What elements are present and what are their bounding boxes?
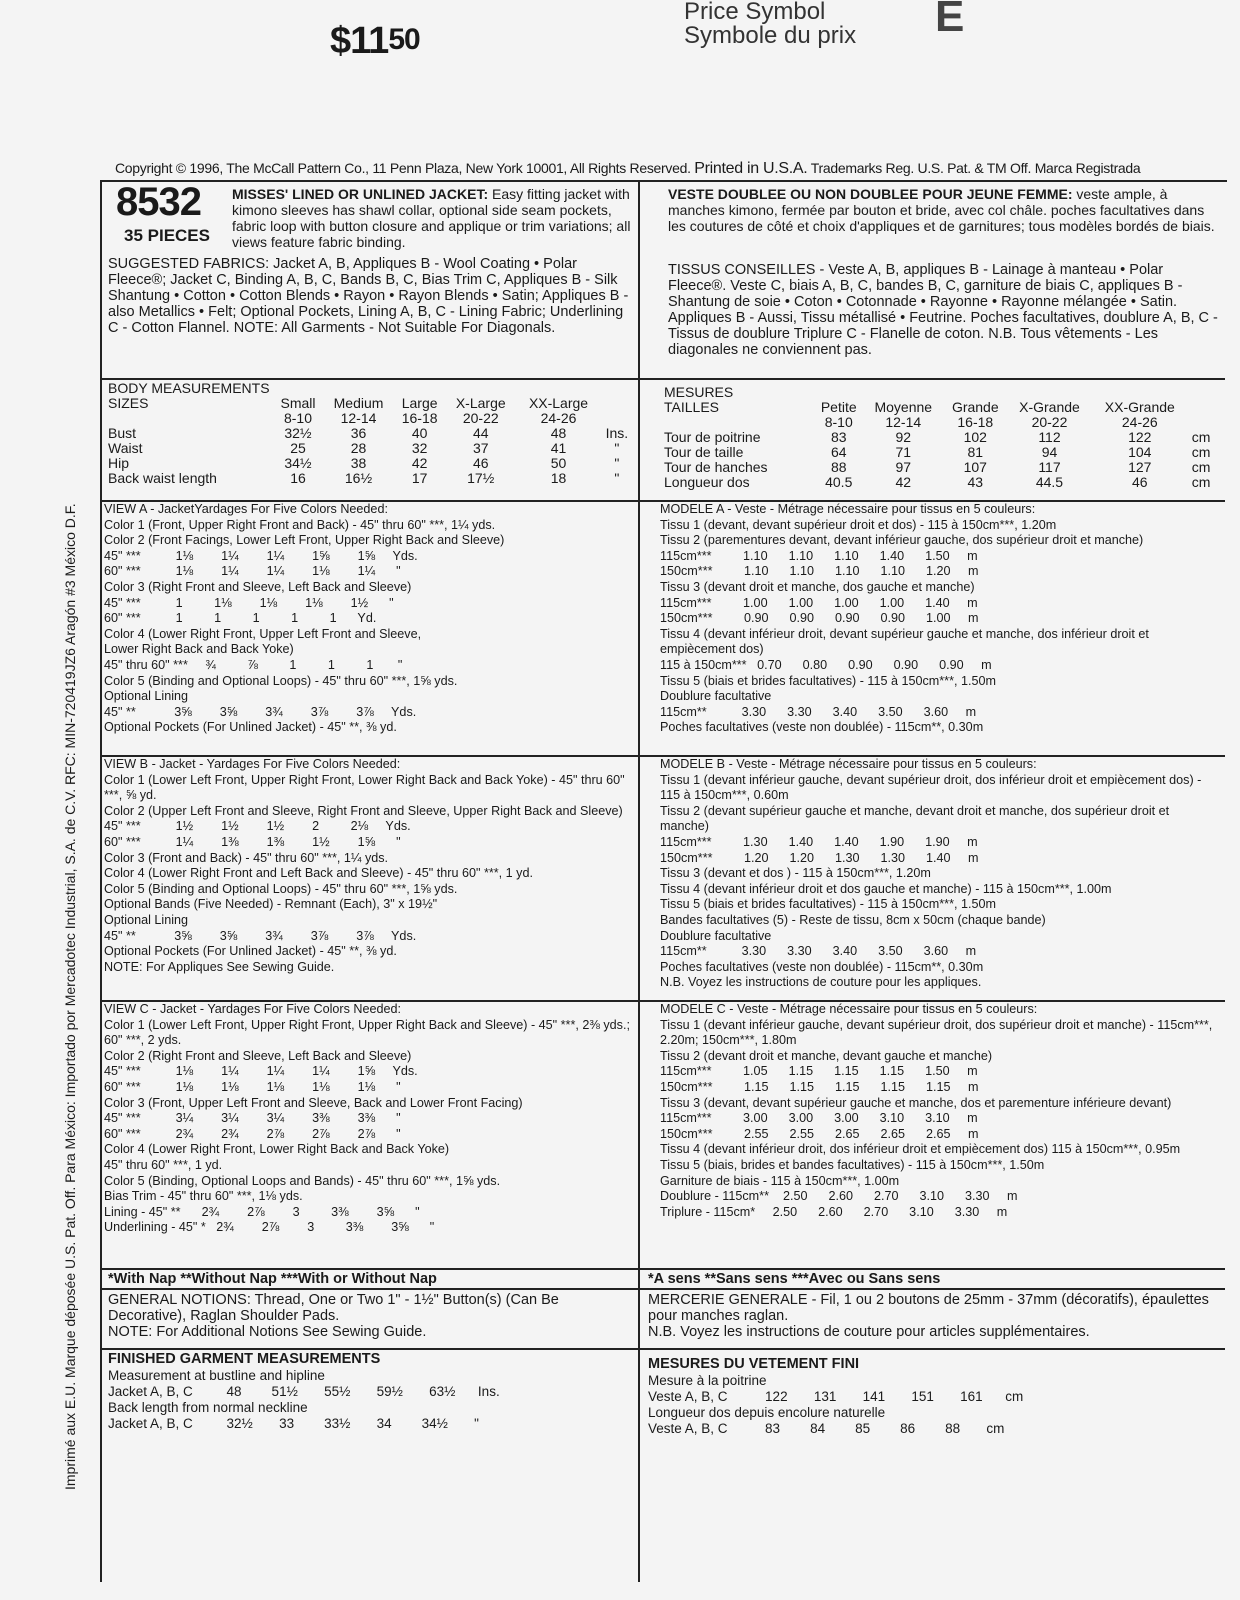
trademarks: Trademarks Reg. U.S. Pat. & TM Off. Marca Registrada xyxy=(810,160,1141,176)
table-row xyxy=(108,471,633,486)
cell: 17 xyxy=(411,470,428,486)
fr-finished-title: MESURES DU VETEMENT FINI xyxy=(648,1356,860,1372)
cell: 32 xyxy=(411,440,428,456)
cell: 102 xyxy=(963,429,987,445)
cell: 41 xyxy=(550,440,567,456)
cell: 48 xyxy=(550,425,567,441)
fr-model-a: MODELE A - Veste - Métrage nécessaire pour tissus en 5 couleurs: Tissu 1 (devant, devant supérieur droit et dos) - 115 à 150cm***, 1.20m Tissu 2 (parementures devant, devant inférieur gauche, dos supérieur droit et manche) 115cm*** 1.10 1.10 1.10 1.40 1.50 m 150cm*** 1.10 1.10 1.10 1.10 1.20 m Tissu 3 (devant droit et manche, dos gauche et manche) 115cm*** 1.00 1.00 1.00 1.00 1.40 m 150cm*** 0.90 0.90 0.90 0.90 1.00 m Tissu 4 (devant inférieur droit, devant supérieur gauche et manche, dos inférieur droit et empiècement dos) 115 à 150cm*** 0.70 0.80 0.90 0.90 0.90 m Tissu 5 (biais et brides facultatives) - 115 à 150cm***, 1.50m Doublure facultative 115cm** 3.30 3.30 3.40 3.50 3.60 m Poches facultatives (veste non doublée) - 115cm**, 0.30m xyxy=(660,502,1149,735)
row-label: Tour de poitrine xyxy=(664,429,761,445)
size-header: Grande xyxy=(951,399,999,415)
cell: 40.5 xyxy=(825,474,853,490)
en-body-measurements xyxy=(108,380,636,486)
cell: 122 xyxy=(1128,429,1152,445)
unit: " xyxy=(614,470,620,486)
divider xyxy=(100,1348,1225,1350)
size-header: Small xyxy=(280,395,316,411)
table-row xyxy=(664,430,1214,445)
unit: cm xyxy=(1191,474,1211,490)
en-title: MISSES' LINED OR UNLINED JACKET: xyxy=(232,186,489,202)
price-letter: E xyxy=(935,0,965,41)
printed-in: Printed in U.S.A. xyxy=(694,160,808,177)
en-finished-measurements: Measurement at bustline and hipline Jacket A, B, C 48 51½ 55½ 59½ 63½ Ins. Back length from normal neckline Jacket A, B, C 32½ 33 33½ 34 34½ " xyxy=(108,1368,500,1431)
price-symbol xyxy=(684,0,856,48)
size-header: XX-Grande xyxy=(1104,399,1175,415)
cell: 42 xyxy=(895,474,912,490)
cell: 44.5 xyxy=(1035,474,1064,490)
size-header: Large xyxy=(401,395,438,411)
fr-model-b: MODELE B - Veste - Métrage nécessaire pour tissus en 5 couleurs: Tissu 1 (devant inférieur gauche, devant supérieur droit, dos inférieur droit et empiècement dos) - 115 à 150cm***, 0.60m Tissu 2 (devant supérieur gauche et manche, devant droit et manche, dos supérieur droit et manche) 115cm*** 1.30 1.40 1.40 1.90 1.90 m 150cm*** 1.20 1.20 1.30 1.30 1.40 m Tissu 3 (devant et dos ) - 115 à 150cm***, 1.20m Tissu 4 (devant inférieur droit et dos gauche et manche) - 115 à 150cm***, 1.00m Tissu 5 (biais et brides facultatives) - 115 à 150cm***, 1.50m Bandes facultatives (5) - Reste de tissu, 8cm x 50cm (chaque bande) Doublure facultative 115cm** 3.30 3.30 3.40 3.50 3.60 m Poches facultatives (veste non doublée) - 115cm**, 0.30m N.B. Voyez les instructions de couture pour les appliques. xyxy=(660,757,1202,990)
cell: 50 xyxy=(550,455,567,471)
fr-body-title: MESURES xyxy=(664,384,734,400)
size-number: 16-18 xyxy=(957,414,994,430)
en-view-b: VIEW B - Jacket - Yardages For Five Colors Needed: Color 1 (Lower Left Front, Upper Right Front, Lower Right Back and Back Yoke) - 45" thru 60" ***, ⅝ yd. Color 2 (Upper Left Front and Sleeve, Right Front and Sleeve, Upper Right Back and Sleeve) 45" *** 1½ 1½ 1½ 2 2⅛ Yds. 60" *** 1¼ 1⅜ 1⅜ 1½ 1⅝ " Color 3 (Front and Back) - 45" thru 60" ***, 1¼ yds. Color 4 (Lower Right Front and Left Back and Sleeve) - 45" thru 60" ***, 1 yd. Color 5 (Binding and Optional Loops) - 45" thru 60" ***, 1⅝ yds. Optional Bands (Five Needed) - Remnant (Each), 3" x 19½" Optional Lining 45" ** 3⅝ 3⅝ 3¾ 3⅞ 3⅞ Yds. Optional Pockets (For Unlined Jacket) - 45" **, ⅜ yd. NOTE: For Appliques See Sewing Guide. xyxy=(104,757,625,974)
cell: 36 xyxy=(350,425,367,441)
fr-nap-legend: *A sens **Sans sens ***Avec ou Sans sens xyxy=(648,1271,941,1287)
cell: 43 xyxy=(967,474,984,490)
size-number: 16-18 xyxy=(401,410,438,426)
row-label: Waist xyxy=(108,440,143,456)
cell: 46 xyxy=(1132,474,1148,490)
unit: cm xyxy=(1191,459,1211,475)
cell: 16½ xyxy=(344,470,373,486)
cell: 88 xyxy=(830,459,847,475)
fr-fabrics: TISSUS CONSEILLES - Veste A, B, appliques B - Lainage à manteau • Polar Fleece®. Veste C, biais A, B, C, bandes B, C, garniture de biais C, appliques B - Shantung de soie • Coton • Cotonnade • Rayonne • Rayonne mélangée • Satin. Appliques B - Aussi, Tissu métallisé • Feutrine. Poches facultatives, doublure A, B, C - Tissus de doublure Triplure C - Flanelle de coton. N.B. Tous vêtements - Les diagonales ne conviennent pas. xyxy=(668,262,1218,358)
fr-notions: MERCERIE GENERALE - Fil, 1 ou 2 boutons de 25mm - 37mm (décoratifs), épaulettes pour manches raglan. N.B. Voyez les instructions de couture pour articles supplémentaires. xyxy=(648,1292,1209,1340)
en-description-block xyxy=(232,186,632,250)
size-header: X-Grande xyxy=(1019,399,1080,415)
en-sizes-label: SIZES xyxy=(108,395,149,411)
pattern-pieces: 35 PIECES xyxy=(124,226,210,245)
size-number: 12-14 xyxy=(885,414,922,430)
size-number: 8-10 xyxy=(283,410,312,426)
size-number: 24-26 xyxy=(540,410,577,426)
size-header: Medium xyxy=(333,395,384,411)
fr-description-block xyxy=(668,186,1218,234)
size-number: 24-26 xyxy=(1121,414,1158,430)
unit: cm xyxy=(1191,429,1211,445)
cell: 83 xyxy=(830,429,847,445)
size-header: Petite xyxy=(820,399,857,415)
copyright-line xyxy=(115,160,1140,178)
cell: 81 xyxy=(967,444,984,460)
cell: 38 xyxy=(350,455,367,471)
cell: 127 xyxy=(1128,459,1152,475)
cell: 16 xyxy=(290,470,306,486)
en-description: Easy fitting jacket with kimono sleeves has shawl collar, optional side seam pockets, fabric loop with button closure and applique or trim variations; all views feature fabric binding. xyxy=(232,186,631,250)
price-symbol-fr: Symbole du prix xyxy=(684,22,857,49)
row-label: Tour de taille xyxy=(664,444,744,460)
size-header: X-Large xyxy=(455,395,506,411)
row-label: Bust xyxy=(108,425,137,441)
cell: 28 xyxy=(350,440,367,456)
cell: 117 xyxy=(1038,459,1061,475)
size-number: 8-10 xyxy=(824,414,853,430)
pattern-number: 8532 xyxy=(116,180,201,224)
en-view-a: VIEW A - JacketYardages For Five Colors Needed: Color 1 (Front, Upper Right Front and Back) - 45" thru 60" ***, 1¼ yds. Color 2 (Front Facings, Lower Left Front, Upper Right Back and Sleeve) 45" *** 1⅛ 1¼ 1¼ 1⅝ 1⅝ Yds. 60" *** 1⅛ 1¼ 1¼ 1⅛ 1¼ " Color 3 (Right Front and Sleeve, Left Back and Sleeve) 45" *** 1 1⅛ 1⅛ 1⅛ 1½ " 60" *** 1 1 1 1 1 Yd. Color 4 (Lower Right Front, Upper Left Front and Sleeve, Lower Right Back and Back Yoke) 45" thru 60" *** ¾ ⅞ 1 1 1 " Color 5 (Binding and Optional Loops) - 45" thru 60" ***, 1⅝ yds. Optional Lining 45" ** 3⅝ 3⅝ 3¾ 3⅞ 3⅞ Yds. Optional Pockets (For Unlined Jacket) - 45" **, ⅜ yd. xyxy=(104,502,505,735)
cell: 46 xyxy=(472,455,489,471)
cell: 112 xyxy=(1038,429,1061,445)
size-header: XX-Large xyxy=(528,395,589,411)
en-view-c: VIEW C - Jacket - Yardages For Five Colors Needed: Color 1 (Lower Left Front, Upper Right Front, Upper Right Back and Sleeve) - 45" ***, 2⅜ yds.; 60" ***, 2 yds. Color 2 (Right Front and Sleeve, Left Back and Sleeve) 45" *** 1⅛ 1¼ 1¼ 1¼ 1⅝ Yds. 60" *** 1⅛ 1⅛ 1⅛ 1⅛ 1⅛ " Color 3 (Front, Upper Left Front and Sleeve, Back and Lower Front Facing) 45" *** 3¼ 3¼ 3¼ 3⅜ 3⅜ " 60" *** 2¾ 2¾ 2⅞ 2⅞ 2⅞ " Color 4 (Lower Right Front, Lower Right Back and Back Yoke) 45" thru 60" ***, 1 yd. Color 5 (Binding, Optional Loops and Bands) - 45" thru 60" ***, 1⅝ yds. Bias Trim - 45" thru 60" ***, 1⅛ yds. Lining - 45" ** 2¾ 2⅞ 3 3⅜ 3⅝ " Underlining - 45" * 2¾ 2⅞ 3 3⅜ 3⅝ " xyxy=(104,1002,630,1235)
cell: 17½ xyxy=(467,470,495,486)
cell: 71 xyxy=(895,444,912,460)
cell: 42 xyxy=(411,455,428,471)
row-label: Longueur dos xyxy=(664,474,750,490)
cell: 18 xyxy=(550,470,567,486)
en-nap-legend: *With Nap **Without Nap ***With or Without Nap xyxy=(108,1271,437,1287)
cell: 94 xyxy=(1041,444,1058,460)
en-notions: GENERAL NOTIONS: Thread, One or Two 1" - 1½" Button(s) (Can Be Decorative), Raglan Shoulder Pads. NOTE: For Additional Notions See Sewing Guide. xyxy=(108,1292,559,1340)
unit: " xyxy=(614,455,620,471)
cell: 97 xyxy=(895,459,912,475)
sidebar-legal-text: Imprimé aux E.U. Marque déposée U.S. Pat. Off. Para México: Importado por Mercadotec Industrial, S.A. de C.V. RFC: MIN-720419JZ6 Aragón #3 México D.F. xyxy=(62,503,78,1490)
cell: 92 xyxy=(895,429,912,445)
fr-body-table xyxy=(664,400,1214,490)
en-body-title: BODY MEASUREMENTS xyxy=(108,380,270,396)
unit: " xyxy=(614,440,620,456)
table-row xyxy=(664,460,1214,475)
fr-title: VESTE DOUBLEE OU NON DOUBLEE POUR JEUNE FEMME: xyxy=(668,186,1073,202)
table-row xyxy=(108,456,633,471)
copyright-text: Copyright © 1996, The McCall Pattern Co., 11 Penn Plaza, New York 10001, All Rights Reserved. xyxy=(115,160,691,176)
unit: Ins. xyxy=(605,425,629,441)
column-divider xyxy=(638,182,640,1582)
price-cents: 50 xyxy=(388,23,420,56)
size-number: 20-22 xyxy=(1031,414,1068,430)
price xyxy=(330,20,420,63)
table-row xyxy=(664,475,1214,490)
cell: 37 xyxy=(472,440,489,456)
size-number: 20-22 xyxy=(462,410,499,426)
fr-body-measurements xyxy=(664,384,1220,490)
cell: 34½ xyxy=(284,455,312,471)
divider xyxy=(640,378,1225,380)
size-header: Moyenne xyxy=(874,399,933,415)
cell: 40 xyxy=(411,425,428,441)
cell: 64 xyxy=(830,444,847,460)
divider xyxy=(100,1288,1225,1290)
table-row xyxy=(108,441,633,456)
table-row xyxy=(664,445,1214,460)
fr-description: veste ample, à manches kimono, fermée par bouton et bride, avec col châle. poches facultatives dans les coutures de côté et choix d'appliques et de garnitures; tous modèles bordés de biais. xyxy=(668,186,1215,234)
row-label: Hip xyxy=(108,455,130,471)
table-row xyxy=(108,426,633,441)
cell: 25 xyxy=(290,440,306,456)
cell: 107 xyxy=(963,459,987,475)
en-body-table xyxy=(108,396,633,486)
price-dollars: $11 xyxy=(330,20,389,62)
price-symbol-en: Price Symbol xyxy=(684,0,826,25)
fr-model-c: MODELE C - Veste - Métrage nécessaire pour tissus en 5 couleurs: Tissu 1 (devant inférieur gauche, devant supérieur droit, dos supérieur droit et manche) - 115cm***, 2.20m; 150cm***, 1.80m Tissu 2 (devant droit et manche, devant gauche et manche) 115cm*** 1.05 1.15 1.15 1.15 1.50 m 150cm*** 1.15 1.15 1.15 1.15 1.15 m Tissu 3 (devant, devant supérieur gauche et manche, dos et parementure inférieure devant) 115cm*** 3.00 3.00 3.00 3.10 3.10 m 150cm*** 2.55 2.55 2.65 2.65 2.65 m Tissu 4 (devant inférieur droit, dos inférieur droit et empiècement dos) 115 à 150cm***, 0.95m Tissu 5 (biais, brides et bandes facultatives) - 115 à 150cm***, 1.50m Garniture de biais - 115 à 150cm***, 1.00m Doublure - 115cm** 2.50 2.60 2.70 3.10 3.30 m Triplure - 115cm* 2.50 2.60 2.70 3.10 3.30 m xyxy=(660,1002,1213,1219)
en-fabrics: SUGGESTED FABRICS: Jacket A, B, Appliques B - Wool Coating • Polar Fleece®; Jacket C, Binding A, B, C, Bands B, C, Bias Trim C, Appliques B - Silk Shantung • Cotton • Cotton Blends • Rayon • Rayon Blends • Satin; Appliques B - also Metallics • Felt; Optional Pockets, Lining A, B, C - Lining Fabric; Underlining C - Cotton Flannel. NOTE: All Garments - Not Suitable For Diagonals. xyxy=(108,256,629,336)
size-number: 12-14 xyxy=(340,410,377,426)
row-label: Back waist length xyxy=(108,470,217,486)
cell: 32½ xyxy=(284,425,312,441)
row-label: Tour de hanches xyxy=(664,459,768,475)
unit: cm xyxy=(1191,444,1211,460)
cell: 104 xyxy=(1128,444,1152,460)
fr-finished-measurements: Mesure à la poitrine Veste A, B, C 122 131 141 151 161 cm Longueur dos depuis encolure naturelle Veste A, B, C 83 84 85 86 88 cm xyxy=(648,1373,1024,1436)
fr-sizes-label: TAILLES xyxy=(664,399,719,415)
divider xyxy=(100,1268,1225,1270)
en-finished-title: FINISHED GARMENT MEASUREMENTS xyxy=(108,1351,381,1367)
cell: 44 xyxy=(472,425,489,441)
